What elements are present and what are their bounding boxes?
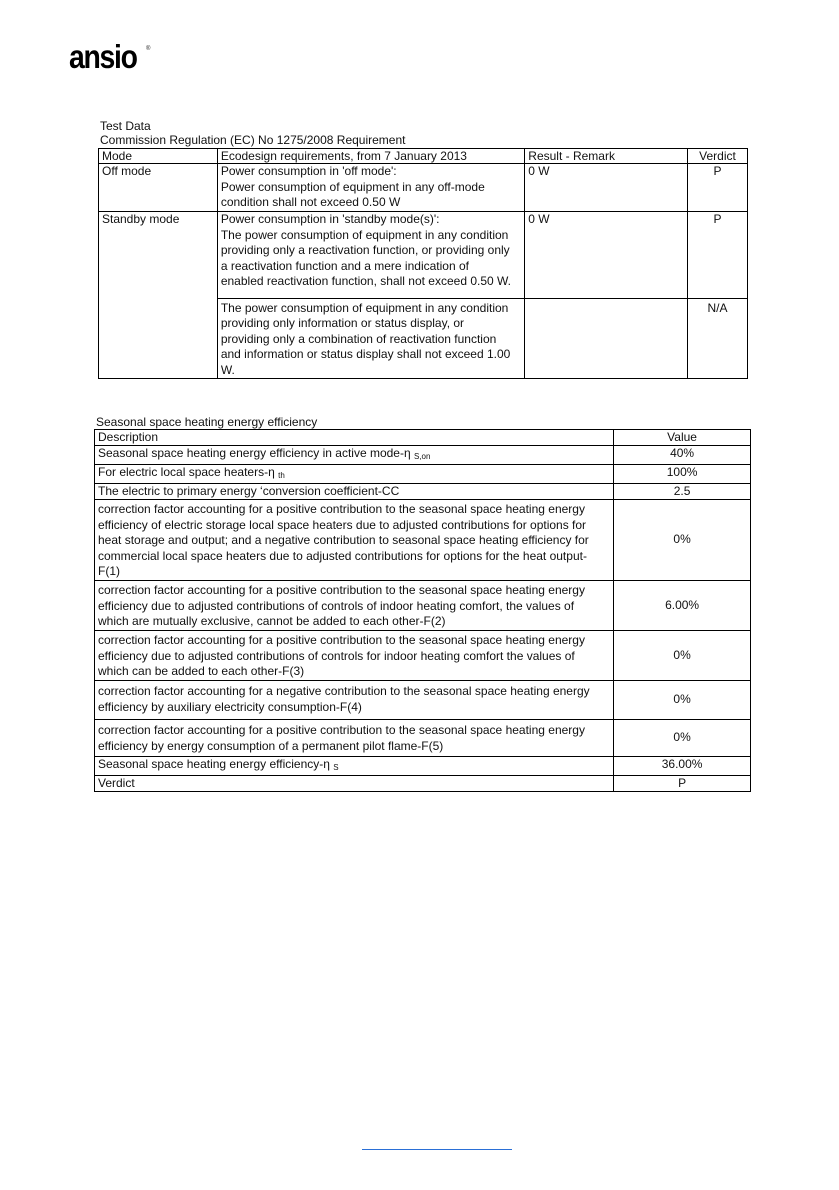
- requirement-line: a reactivation function and a mere indication of: [220, 258, 469, 273]
- requirement-line: providing only a reactivation function, or providing only: [220, 243, 510, 257]
- col-description: Description: [95, 430, 614, 446]
- value-cell: 0%: [614, 631, 751, 681]
- table-row: [95, 720, 751, 757]
- value-cell: 0%: [614, 720, 751, 757]
- description-cell: [95, 500, 614, 581]
- description-line: correction factor accounting for a positive contribution to the seasonal space heating energy: [98, 502, 585, 516]
- requirement-line: Power consumption in 'standby mode(s)':: [220, 212, 440, 226]
- table-row: [99, 164, 748, 212]
- col-requirements: Ecodesign requirements, from 7 January 2013: [217, 149, 524, 164]
- mode-cell: Off mode: [99, 164, 218, 212]
- description-cell: [95, 681, 614, 720]
- requirement-line: Power consumption of equipment in any off-mode: [220, 179, 485, 194]
- requirement-line: condition shall not exceed 0.50 W: [220, 195, 401, 209]
- table-header-row: [95, 430, 751, 446]
- requirement-cell: [217, 164, 524, 212]
- requirement-cell: [217, 298, 524, 379]
- requirement-line: Power consumption in 'off mode':: [220, 164, 397, 178]
- registered-mark: ®: [146, 46, 151, 52]
- description-cell: Verdict: [95, 776, 614, 792]
- ansio-logo: ansio: [69, 38, 137, 75]
- value-cell: 2.5: [614, 484, 751, 500]
- description-cell: [95, 757, 614, 776]
- description-line: correction factor accounting for a positive contribution to the seasonal space heating energy: [98, 633, 585, 647]
- description-line: correction factor accounting for a positive contribution to the seasonal space heating energy: [98, 723, 585, 737]
- regulation-title: Commission Regulation (EC) No 1275/2008 Requirement: [100, 133, 406, 147]
- col-verdict: Verdict: [688, 149, 748, 164]
- table-row: [95, 581, 751, 631]
- result-cell: 0 W: [525, 212, 688, 299]
- col-value: Value: [614, 430, 751, 446]
- description-line: correction factor accounting for a positive contribution to the seasonal space heating energy: [98, 583, 585, 597]
- description-text: Seasonal space heating energy efficiency-η: [98, 757, 330, 771]
- test-data-title: Test Data: [100, 119, 151, 133]
- description-line: efficiency due to adjusted contributions of controls of indoor heating comfort, the values of: [98, 598, 575, 613]
- table-row: [99, 298, 748, 379]
- description-line: which can be added to each other-F(3): [98, 664, 305, 678]
- seasonal-table: [94, 429, 751, 792]
- description-text: For electric local space heaters-η: [98, 465, 275, 479]
- requirement-line: providing only information or status display, or: [220, 316, 465, 330]
- description-line: efficiency of electric storage local space heaters due to adjusted contributions for options for: [98, 517, 587, 532]
- table-row: [95, 465, 751, 484]
- description-cell: The electric to primary energy ‘conversion coefficient-CC: [95, 484, 614, 500]
- table-row: [95, 500, 751, 581]
- description-line: efficiency by auxiliary electricity consumption-F(4): [98, 699, 362, 714]
- seasonal-title: Seasonal space heating energy efficiency: [96, 415, 318, 429]
- result-cell: [525, 298, 688, 379]
- value-cell: 36.00%: [614, 757, 751, 776]
- verdict-cell: N/A: [688, 298, 748, 379]
- value-cell: 100%: [614, 465, 751, 484]
- table-row: [95, 757, 751, 776]
- value-cell: 0%: [614, 681, 751, 720]
- value-cell: 40%: [614, 446, 751, 465]
- requirement-line: and information or status display shall not exceed 1.00 W.: [220, 347, 511, 377]
- description-cell: [95, 581, 614, 631]
- table-row: [95, 446, 751, 465]
- description-line: commercial local space heaters due to adjusted contributions for options for the heat output-: [98, 548, 587, 563]
- footer-link-underline[interactable]: [362, 1149, 512, 1150]
- subscript: S: [333, 763, 339, 772]
- table-row: [95, 681, 751, 720]
- description-line: heat storage and output; and a negative contribution to seasonal space heating efficiency for: [98, 533, 589, 547]
- test-data-table: [98, 148, 748, 379]
- description-cell: [95, 465, 614, 484]
- table-row: [95, 484, 751, 500]
- table-row: [95, 776, 751, 792]
- description-cell: [95, 631, 614, 681]
- value-cell: 0%: [614, 500, 751, 581]
- description-line: which are mutually exclusive, cannot be added to each other-F(2): [98, 614, 446, 628]
- requirement-cell: [217, 212, 524, 299]
- description-cell: [95, 720, 614, 757]
- description-line: efficiency due to adjusted contributions of controls for indoor heating comfort the values of: [98, 648, 575, 663]
- subscript: S,on: [413, 452, 431, 461]
- table-row: [95, 631, 751, 681]
- description-line: F(1): [98, 564, 120, 578]
- subscript: th: [278, 471, 285, 480]
- col-result: Result - Remark: [525, 149, 688, 164]
- result-cell: 0 W: [525, 164, 688, 212]
- requirement-line: enabled reactivation function, shall not exceed 0.50 W.: [220, 274, 512, 288]
- verdict-cell: P: [688, 212, 748, 299]
- description-line: correction factor accounting for a negative contribution to the seasonal space heating energy: [98, 684, 590, 698]
- requirement-line: The power consumption of equipment in any condition: [220, 227, 509, 242]
- table-header-row: [99, 149, 748, 164]
- requirement-line: The power consumption of equipment in any condition: [220, 300, 509, 315]
- description-text: Seasonal space heating energy efficiency in active mode-η: [98, 446, 411, 460]
- verdict-cell: P: [688, 164, 748, 212]
- mode-cell: Standby mode: [99, 212, 218, 299]
- description-cell: [95, 446, 614, 465]
- requirement-line: providing only a combination of reactivation function: [220, 331, 497, 346]
- description-line: efficiency by energy consumption of a permanent pilot flame-F(5): [98, 738, 444, 753]
- value-cell: 6.00%: [614, 581, 751, 631]
- value-cell: P: [614, 776, 751, 792]
- col-mode: Mode: [99, 149, 218, 164]
- table-row: [99, 212, 748, 299]
- mode-cell: [99, 298, 218, 379]
